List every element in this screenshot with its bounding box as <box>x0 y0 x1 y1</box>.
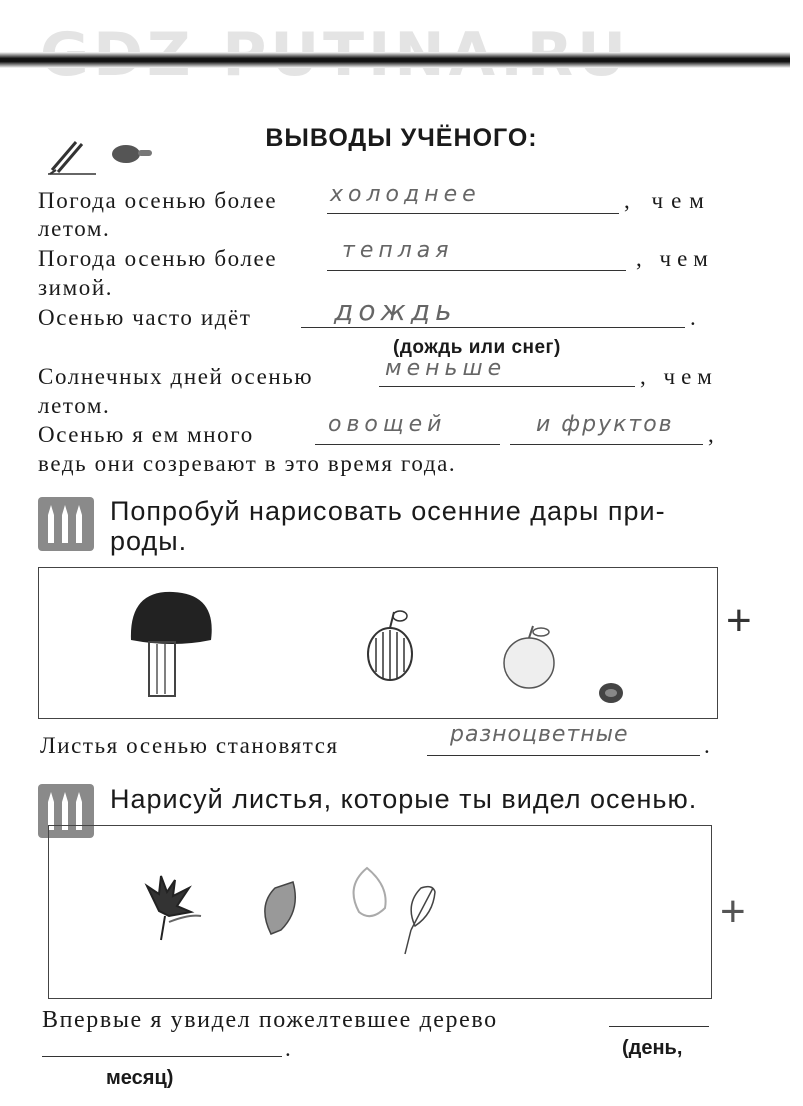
first-tree-hint-day: (день, <box>622 1037 683 1059</box>
line5-answer2-underline <box>510 444 703 445</box>
line4-cont: летом. <box>38 393 111 418</box>
line5-cont: ведь они созревают в это время года. <box>38 451 457 476</box>
line3-hint: (дождь или снег) <box>393 337 561 358</box>
leaves-line-end: . <box>704 733 712 758</box>
line1-start: Погода осенью более <box>38 188 278 213</box>
pear-drawing <box>368 611 412 680</box>
line5-answer1-underline <box>315 444 500 445</box>
line4-start: Солнечных дней осенью <box>38 364 314 389</box>
line2-cont: зимой. <box>38 275 114 300</box>
leaves-answer: разноцветные <box>450 722 629 747</box>
first-tree-end: . <box>285 1036 293 1061</box>
mushroom-drawing <box>131 592 212 696</box>
line3-answer-underline <box>301 327 685 328</box>
line2-answer-underline <box>327 270 626 271</box>
line3-start: Осенью часто идёт <box>38 305 252 330</box>
leaves-answer-underline <box>427 755 700 756</box>
leaves-line-start: Листья осенью становятся <box>40 733 339 758</box>
line5-end: , <box>708 422 716 447</box>
veined-leaf-drawing <box>405 887 435 954</box>
first-tree-underline-1 <box>609 1026 709 1027</box>
nature-gifts-drawing <box>39 568 717 718</box>
maple-leaf-drawing <box>147 876 201 940</box>
task1-line1: Попробуй нарисовать осенние дары при- <box>110 496 666 526</box>
margin-plus-mark-1: + <box>726 596 752 645</box>
task1-line2: роды. <box>110 526 188 556</box>
first-tree-underline-2 <box>42 1056 282 1057</box>
line1-answer-underline <box>327 213 619 214</box>
pencils-icon <box>38 497 94 551</box>
nut-drawing <box>599 683 623 703</box>
nature-gifts-drawing-box <box>38 567 718 719</box>
apple-drawing <box>504 626 554 688</box>
line4-answer-underline <box>379 386 635 387</box>
oval-leaf-drawing <box>265 882 295 934</box>
line1-cont: летом. <box>38 216 111 241</box>
line3-answer: дождь <box>334 294 457 327</box>
task2-text: Нарисуй листья, которые ты видел осенью. <box>110 784 698 814</box>
margin-plus-mark-2: + <box>720 887 746 936</box>
leaves-drawing <box>49 826 711 998</box>
line4-end: , чем <box>640 364 718 389</box>
top-bar <box>0 52 790 68</box>
page-title: ВЫВОДЫ УЧЁНОГО: <box>265 124 538 152</box>
line2-answer: теплая <box>342 238 454 263</box>
leaves-drawing-box <box>48 825 712 999</box>
first-tree-hint-month: месяц) <box>106 1067 174 1089</box>
line2-start: Погода осенью более <box>38 246 278 271</box>
first-tree-start: Впервые я увидел пожелтевшее дерево <box>42 1007 498 1033</box>
line5-answer1: овощей <box>328 412 447 437</box>
line1-answer: холоднее <box>330 182 481 207</box>
light-leaf-drawing <box>354 868 386 916</box>
line4-answer: меньше <box>385 356 507 381</box>
line2-end: , чем <box>636 246 714 271</box>
line5-start: Осенью я ем много <box>38 422 254 447</box>
line1-end: , чем <box>624 188 712 213</box>
line5-answer2: и фруктов <box>536 412 674 437</box>
line3-end: . <box>690 305 698 330</box>
